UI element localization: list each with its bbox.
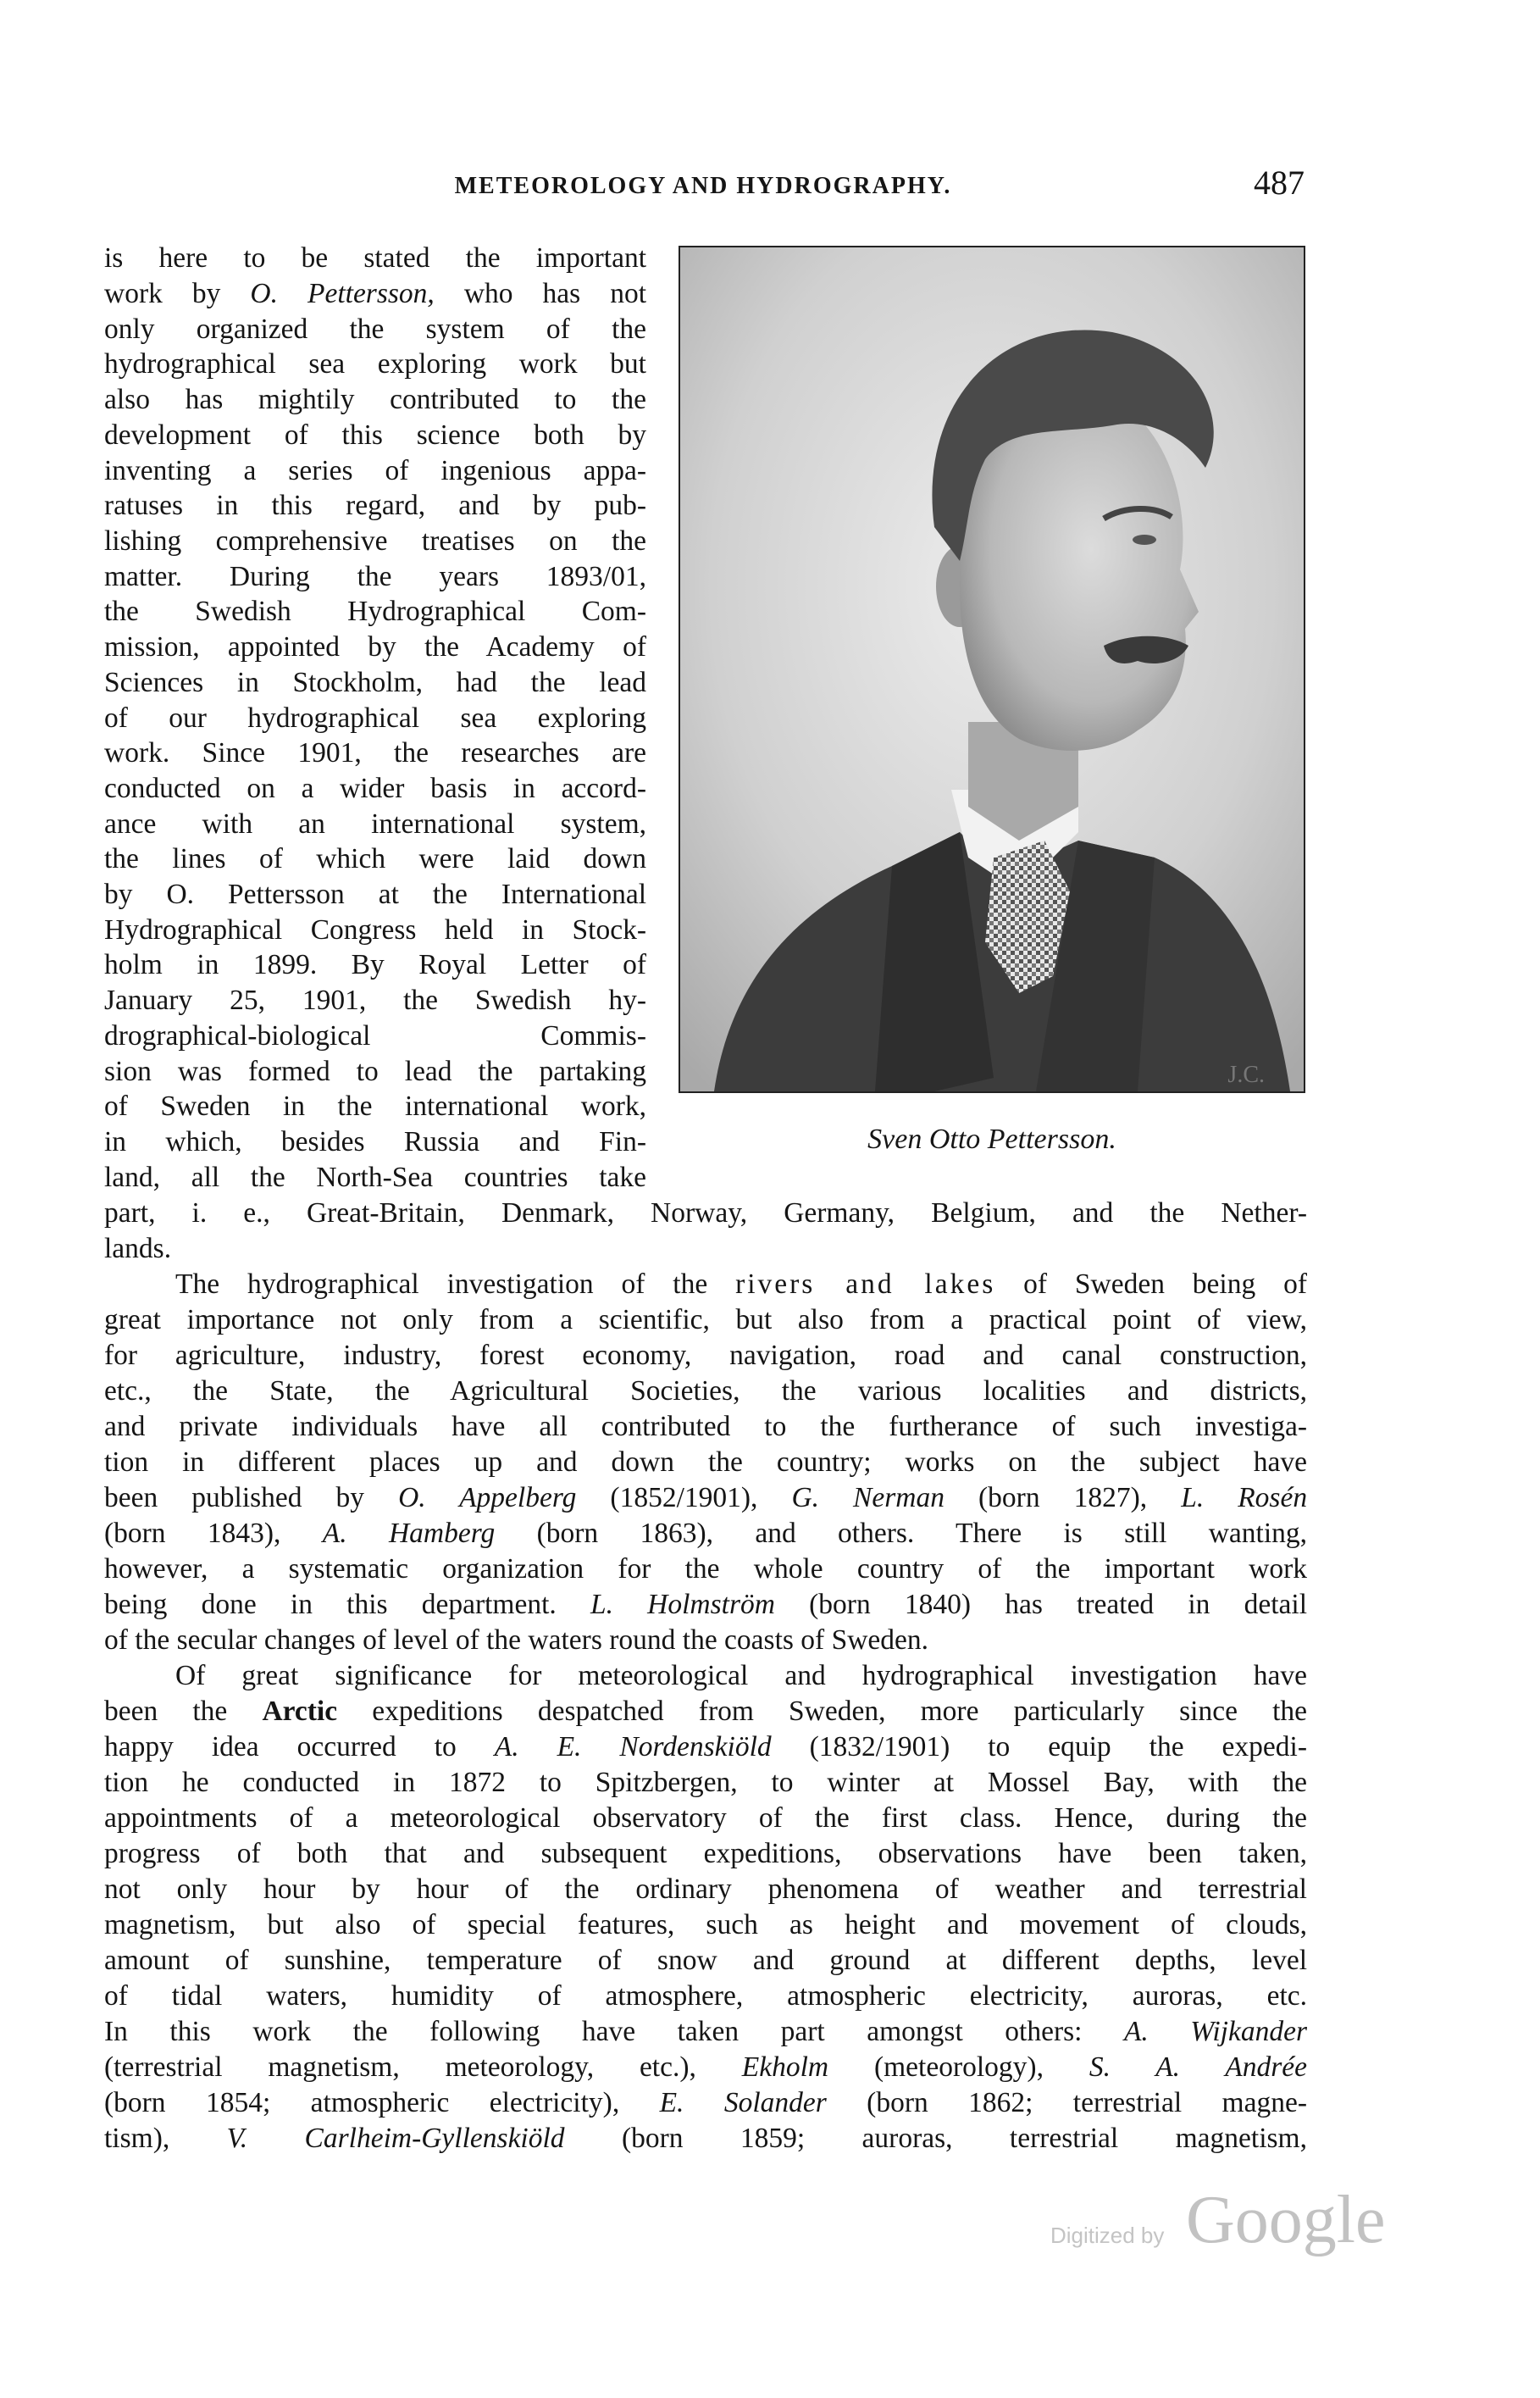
text-line: been the Arctic expeditions despatched from Sweden, more particularly since the xyxy=(104,1696,1307,1727)
text-line: not only hour by hour of the ordinary phenomena of weather and terrestrial xyxy=(104,1873,1307,1905)
text-line: (born 1843), A. Hamberg (born 1863), and others. There is still wanting, xyxy=(104,1518,1307,1549)
column-line: also has mightily contributed to the xyxy=(104,384,646,415)
text-line: great importance not only from a scientific, but also from a practical point of view, xyxy=(104,1304,1307,1335)
text-line: etc., the State, the Agricultural Societies, the various localities and districts, xyxy=(104,1375,1307,1407)
column-line: of Sweden in the international work, xyxy=(104,1091,646,1122)
page-header xyxy=(102,164,1305,207)
person-name: V. Carlheim-Gyllenskiöld xyxy=(226,2123,565,2154)
text-line: of tidal waters, humidity of atmosphere, atmospheric electricity, auroras, etc. xyxy=(104,1980,1307,2012)
text-line: In this work the following have taken part amongst others: A. Wijkander xyxy=(104,2016,1307,2047)
column-line: Sciences in Stockholm, had the lead xyxy=(104,667,646,698)
person-name: L. Rosén xyxy=(1181,1482,1307,1513)
digitized-watermark xyxy=(1050,2182,1389,2275)
column-line: conducted on a wider basis in accord- xyxy=(104,773,646,804)
text-line: lands. xyxy=(104,1233,172,1264)
person-name: O. Appelberg xyxy=(398,1482,577,1513)
person-name: Ekholm xyxy=(741,2051,829,2083)
text-line: amount of sunshine, temperature of snow and ground at different depths, level xyxy=(104,1945,1307,1976)
text-line: (terrestrial magnetism, meteorology, etc.), Ekholm (meteorology), S. A. Andrée xyxy=(104,2051,1307,2083)
person-name: E. Solander xyxy=(659,2087,827,2118)
column-line: hydrographical sea exploring work but xyxy=(104,348,646,380)
column-line: January 25, 1901, the Swedish hy- xyxy=(104,985,646,1016)
page-number: 487 xyxy=(1254,164,1305,202)
text-line: Of great significance for meteorological and hydrographical investigation have xyxy=(175,1660,1307,1691)
column-line: in which, besides Russia and Fin- xyxy=(104,1126,646,1157)
watermark-prefix: Digitized by xyxy=(1050,2223,1165,2248)
text-line: The hydrographical investigation of the rivers and lakes of Sweden being of xyxy=(175,1268,1307,1300)
text-line: happy idea occurred to A. E. Nordenskiöld (1832/1901) to equip the expedi- xyxy=(104,1731,1307,1762)
column-line: holm in 1899. By Royal Letter of xyxy=(104,949,646,980)
column-line: drographical-biological Commis- xyxy=(104,1020,646,1052)
person-name: S. A. Andrée xyxy=(1089,2051,1307,2083)
person-name: A. Wijkander xyxy=(1123,2016,1307,2047)
column-line: mission, appointed by the Academy of xyxy=(104,631,646,663)
column-line: by O. Pettersson at the International xyxy=(104,879,646,910)
person-name: G. Nerman xyxy=(791,1482,944,1513)
portrait-illustration xyxy=(680,247,1304,1091)
watermark-logo: Google xyxy=(1186,2183,1386,2257)
column-line: sion was formed to lead the partaking xyxy=(104,1056,646,1087)
text-line: tism), V. Carlheim-Gyllenskiöld (born 1859; auroras, terrestrial magnetism, xyxy=(104,2123,1307,2154)
text-line: tion he conducted in 1872 to Spitzbergen, to winter at Mossel Bay, with the xyxy=(104,1767,1307,1798)
text-line: been published by O. Appelberg (1852/1901), G. Nerman (born 1827), L. Rosén xyxy=(104,1482,1307,1513)
text-line: for agriculture, industry, forest economy, navigation, road and canal construction, xyxy=(104,1340,1307,1371)
text-line: of the secular changes of level of the waters round the coasts of Sweden. xyxy=(104,1624,929,1656)
text-line: being done in this department. L. Holmström (born 1840) has treated in detail xyxy=(104,1589,1307,1620)
text-line: appointments of a meteorological observatory of the first class. Hence, during the xyxy=(104,1802,1307,1834)
person-name: L. Holmström xyxy=(590,1589,775,1620)
text-line: and private individuals have all contributed to the furtherance of such investiga- xyxy=(104,1411,1307,1442)
column-line: the Swedish Hydrographical Com- xyxy=(104,596,646,627)
figure-caption: Sven Otto Pettersson. xyxy=(867,1124,1116,1155)
person-name: A. E. Nordenskiöld xyxy=(494,1731,772,1762)
text-line: progress of both that and subsequent expeditions, observations have been taken, xyxy=(104,1838,1307,1869)
text-line: however, a systematic organization for the whole country of the important work xyxy=(104,1553,1307,1585)
column-line: Hydrographical Congress held in Stock- xyxy=(104,914,646,946)
text-line: tion in different places up and down the country; works on the subject have xyxy=(104,1446,1307,1478)
text-line: magnetism, but also of special features, such as height and movement of clouds, xyxy=(104,1909,1307,1940)
column-line: lishing comprehensive treatises on the xyxy=(104,525,646,557)
column-line: work. Since 1901, the researches are xyxy=(104,737,646,769)
column-line: ance with an international system, xyxy=(104,808,646,840)
text-line: part, i. e., Great-Britain, Denmark, Norway, Germany, Belgium, and the Nether- xyxy=(104,1197,1307,1229)
column-line: ratuses in this regard, and by pub- xyxy=(104,490,646,521)
column-line: matter. During the years 1893/01, xyxy=(104,561,646,592)
column-line: land, all the North-Sea countries take xyxy=(104,1162,646,1193)
column-line: work by O. Pettersson, who has not xyxy=(104,278,646,309)
column-line: only organized the system of the xyxy=(104,314,646,345)
column-line: the lines of which were laid down xyxy=(104,843,646,874)
column-line: is here to be stated the important xyxy=(104,242,646,274)
text-line: (born 1854; atmospheric electricity), E. Solander (born 1862; terrestrial magne- xyxy=(104,2087,1307,2118)
person-name: A. Hamberg xyxy=(322,1518,496,1549)
running-head: METEOROLOGY AND HYDROGRAPHY. xyxy=(454,173,952,199)
portrait-photo xyxy=(679,246,1305,1093)
column-line: inventing a series of ingenious appa- xyxy=(104,455,646,486)
column-line: development of this science both by xyxy=(104,419,646,451)
portrait-initials: J.C. xyxy=(1227,1062,1265,1088)
person-name: O. Pettersson, xyxy=(250,278,435,309)
column-line: of our hydrographical sea exploring xyxy=(104,702,646,734)
